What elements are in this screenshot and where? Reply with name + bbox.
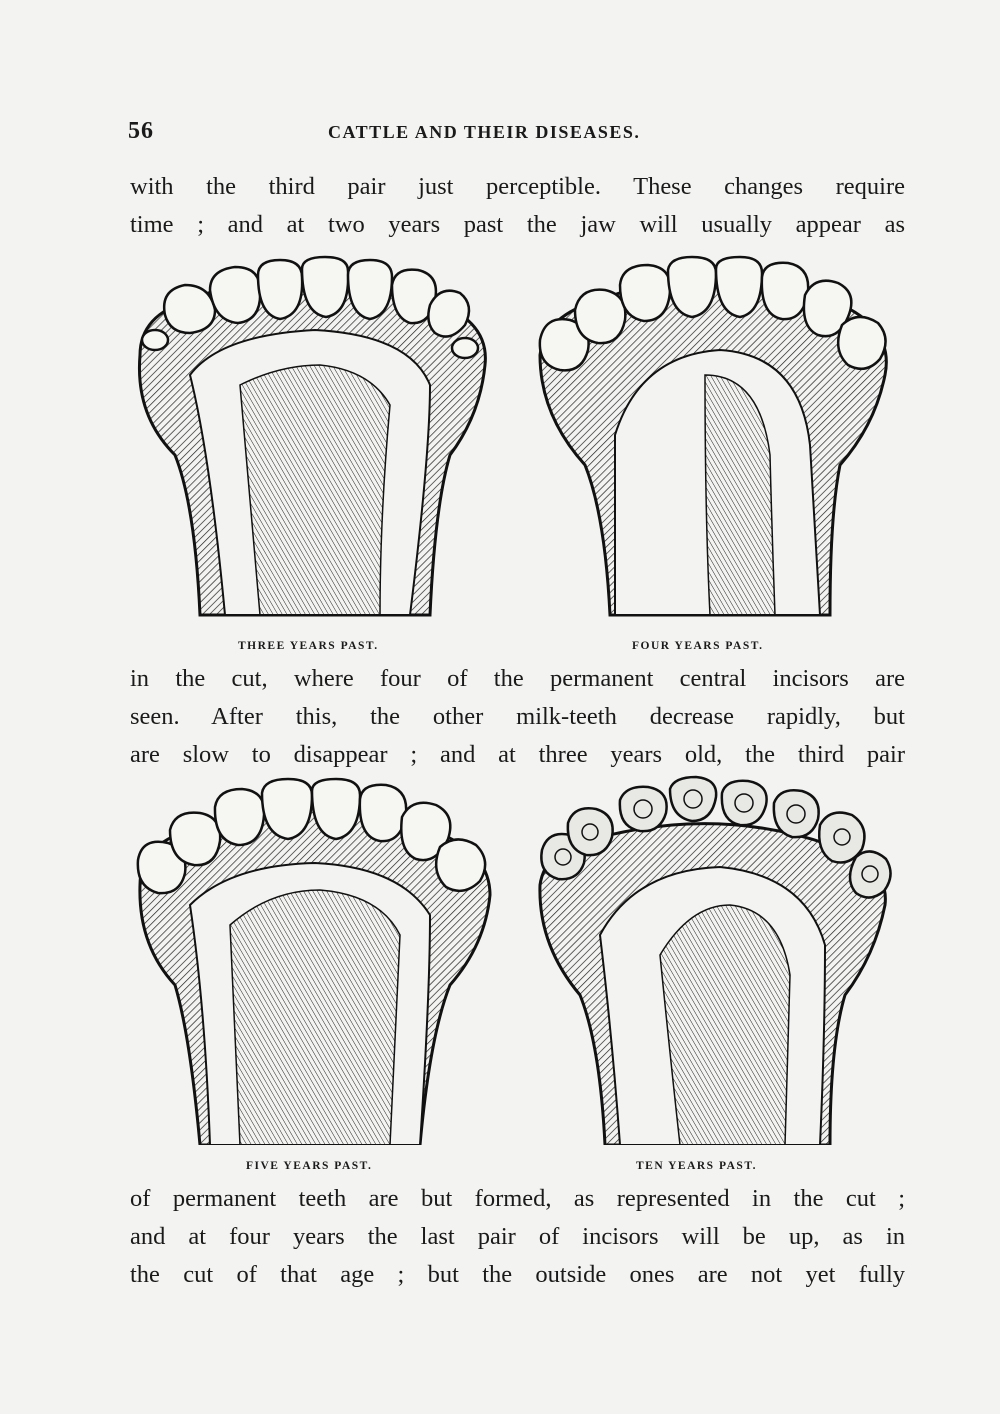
jaw-illustration-five-years [130, 775, 500, 1145]
paragraph-3 [130, 1180, 905, 1294]
figure-caption: FIVE YEARS PAST. [246, 1160, 373, 1172]
text-line: time ; and at two years past the jaw will usually appear as [130, 211, 905, 238]
running-head [128, 118, 908, 148]
paragraph-2 [130, 660, 905, 774]
figure-caption: THREE YEARS PAST. [238, 640, 379, 652]
text-line: with the third pair just perceptible. These changes require [130, 173, 905, 200]
figure-caption: FOUR YEARS PAST. [632, 640, 764, 652]
text-line: in the cut, where four of the permanent central incisors are [130, 665, 905, 692]
text-line: and at four years the last pair of incisors will be up, as in [130, 1223, 905, 1250]
jaw-illustration-three-years [130, 255, 500, 625]
running-title: CATTLE AND THEIR DISEASES. [328, 122, 641, 142]
text-line: seen. After this, the other milk-teeth decrease rapidly, but [130, 703, 905, 730]
text-line: are slow to disappear ; and at three years old, the third pair [130, 741, 905, 768]
jaw-illustration-four-years [530, 255, 900, 625]
figure-caption: TEN YEARS PAST. [636, 1160, 758, 1172]
text-line: the cut of that age ; but the outside ones are not yet fully [130, 1261, 905, 1288]
paragraph-1 [130, 168, 905, 244]
text-line: of permanent teeth are but formed, as represented in the cut ; [130, 1185, 905, 1212]
page-number: 56 [128, 118, 154, 144]
jaw-illustration-ten-years [530, 775, 900, 1145]
